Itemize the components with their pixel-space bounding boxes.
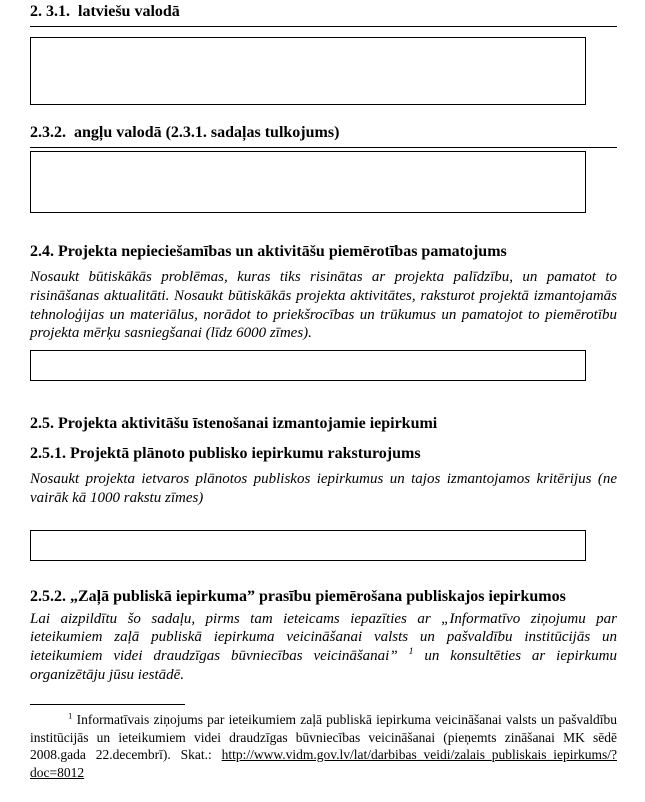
input-box-2-4[interactable] [30,350,586,381]
footnote [30,711,617,781]
section-heading-2-5-2: 2.5.2. „Zaļā publiskā iepirkuma” prasību piemērošana publiskajos iepirkumos [30,587,566,605]
section-description-2-5-2 [30,610,617,684]
footnote-url-link[interactable]: http://www.vidm.gov.lv/lat/darbibas_veidi/zalais_publiskais_iepirkums/?doc=8012 [30,747,617,780]
input-box-2-3-1[interactable] [30,37,586,105]
section-description-2-5-1: Nosaukt projekta ietvaros plānotos publiskos iepirkumus un tajos izmantojamos kritērijus (ne vairāk kā 1000 rakstu zīmes) [30,471,617,506]
footnote-reference-mark: 1 [408,645,414,657]
section-description-2-4: Nosaukt būtiskākās problēmas, kuras tiks risinātas ar projekta palīdzību, un pamatot to risināšanas aktualitāti. Nosaukt būtiskākās projekta aktivitātes, raksturot projektā izmantojamās tehnoloģijas un materiālus, norādot to priekšrocības un trūkumus un pamatojot to piemērotību projekta mērķu sasniegšanai (līdz 6000 zīmes). [30,269,617,342]
input-box-2-5-1[interactable] [30,530,586,561]
section-heading-2-4: 2.4. Projekta nepieciešamības un aktivitāšu piemērotības pamatojums [30,242,507,260]
description-text-before-ref: Lai aizpildītu šo sadaļu, pirms tam ieteicams iepazīties ar „Informatīvo ziņojumu par ieteikumiem zaļā publiskā iepirkuma veicināšanai valsts un pašvaldību institūcijās un ieteikumiem videi draudzīgas būvniecības veicināšanai” [30,610,617,664]
footnote-text: Informatīvais ziņojums par ieteikumiem zaļā publiskā iepirkuma veicināšanai valsts un pašvaldību institūcijās un ieteikumiem videi draudzīgas būvniecības veicināšanai (pieņemts zināšanai MK sēdē 2008.gada 22.decembrī). Skat.: [30,712,617,763]
footnote-number: 1 [68,710,73,721]
section-heading-2-5-1: 2.5.1. Projektā plānoto publisko iepirkumu raksturojums [30,444,421,462]
footnote-separator [30,704,185,705]
section-heading-2-3-2: 2.3.2. angļu valodā (2.3.1. sadaļas tulkojums) [30,123,617,148]
section-heading-2-3-1: 2. 3.1. latviešu valodā [30,2,617,27]
input-box-2-3-2[interactable] [30,151,586,213]
description-text-after-ref: un konsultēties ar iepirkumu organizētāju jūsu iestādē. [30,647,617,683]
section-heading-2-5: 2.5. Projekta aktivitāšu īstenošanai izmantojamie iepirkumi [30,414,438,432]
